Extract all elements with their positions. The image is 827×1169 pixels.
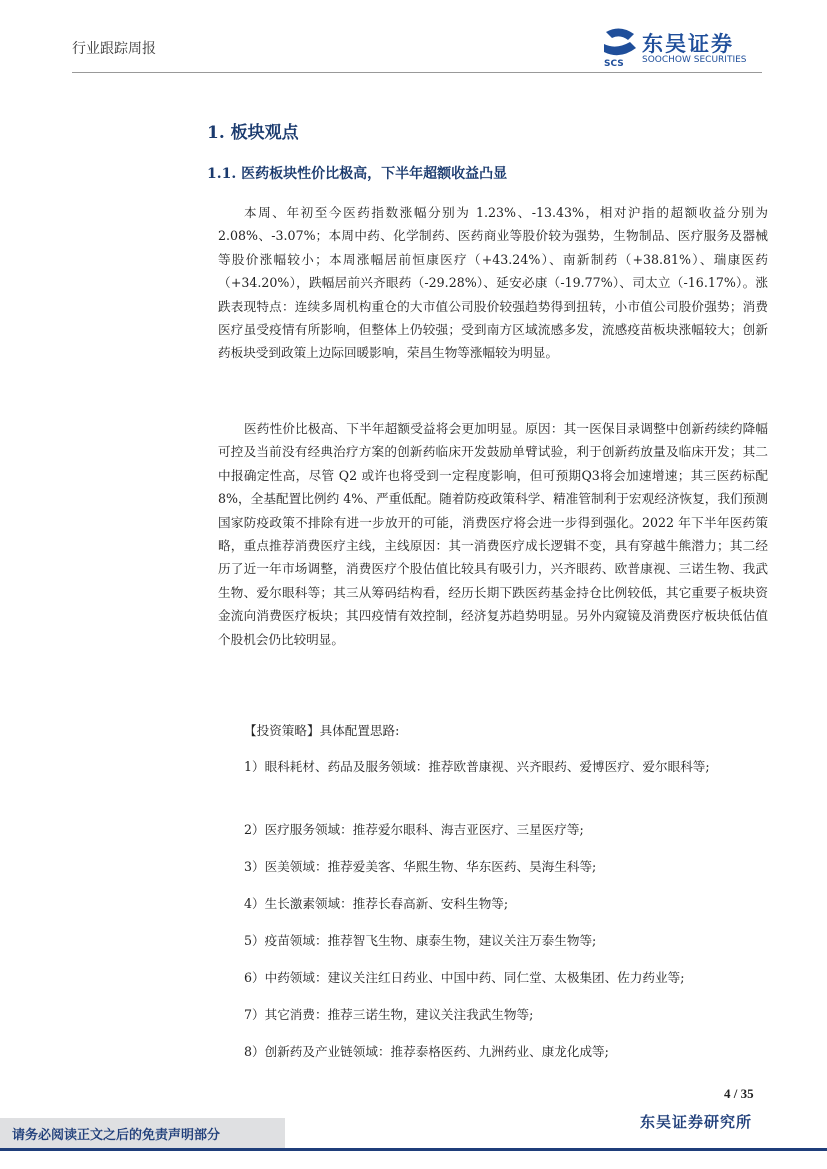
report-category: 行业跟踪周报 (72, 41, 156, 57)
strategy-item: 8）创新药及产业链领域：推荐泰格医药、九洲药业、康龙化成等; (244, 1044, 609, 1059)
paragraph-outlook: 医药性价比极高、下半年超额受益将会更加明显。原因：其一医保目录调整中创新药续约降幅可控及当前没有经典治疗方案的创新药临床开发鼓励单臂试验，利于创新药放量及临床开发；其二中报确定性高，尽管 Q2 或许也将受到一定程度影响，但可预期Q3将会加速增速；其三医药标配 8%，全基配置比例约 4%、严重低配。随着防疫政策科学、精准管制利于宏观经济恢复，我们预测国家防疫政策不排除有进一步放开的可能，消费医疗将会进一步得到强化。2022 年下半年医药策略，重点推荐消费医疗主线，主线原因：其一消费医疗成长逻辑不变，具有穿越牛熊潜力；其二经历了近一年市场调整，消费医疗个股估值比较具有吸引力，兴齐眼药、欧普康视、三诺生物、我武生物、爱尔眼科等；其三从筹码结构看，经历长期下跌医药基金持仓比例较低，其它重要子板块资金流向消费医疗板块；其四疫情有效控制，经济复苏趋势明显。另外内窥镜及消费医疗板块低估值个股机会仍比较明显。 (218, 421, 768, 647)
logo-mark-icon (600, 26, 640, 68)
strategy-item: 2）医疗服务领域：推荐爱尔眼科、海吉亚医疗、三星医疗等; (244, 822, 584, 837)
paragraph-weekly-performance: 本周、年初至今医药指数涨幅分别为 1.23%、-13.43%，相对沪指的超额收益分别为 2.08%、-3.07%；本周中药、化学制药、医药商业等股价较为强势，生物制品、医疗服务及器械等股价涨幅较小；本周涨幅居前恒康医疗（+43.24%）、南新制药（+38.81%）、瑞康医药（+34.20%），跌幅居前兴齐眼药（-29.28%）、延安必康（-19.77%）、司太立（-16.17%）。涨跌表现特点：连续多周机构重仓的大市值公司股价较强趋势得到扭转，小市值公司股价强势；消费医疗虽受疫情有所影响，但整体上仍较强；受到南方区域流感多发，流感疫苗板块涨幅较大；创新药板块受到政策上边际回暖影响，荣昌生物等涨幅较为明显。 (218, 205, 768, 361)
strategy-item: 7）其它消费：推荐三诺生物，建议关注我武生物等; (244, 1007, 534, 1022)
institute-name: 东吴证券研究所 (640, 1113, 753, 1131)
logo-text-en: SOOCHOW SECURITIES (642, 55, 747, 65)
logo-mark-text: SCS (604, 59, 624, 68)
strategy-item: 1）眼科耗材、药品及服务领域：推荐欧普康视、兴齐眼药、爱博医疗、爱尔眼科等; (244, 759, 710, 774)
company-logo (600, 26, 770, 68)
subsection-title: 1.1. 医药板块性价比极高，下半年超额收益凸显 (207, 166, 508, 182)
strategy-item: 6）中药领域：建议关注红日药业、中国中药、同仁堂、太极集团、佐力药业等; (244, 970, 685, 985)
page-number: 4 / 35 (724, 1086, 754, 1101)
strategy-item: 4）生长激素领域：推荐长春高新、安科生物等; (244, 896, 509, 911)
logo-text-cn: 东吴证券 (642, 32, 734, 56)
strategy-intro: 【投资策略】具体配置思路: (244, 723, 400, 738)
section-title: 1. 板块观点 (207, 123, 299, 143)
disclaimer-text: 请务必阅读正文之后的免责声明部分 (12, 1128, 221, 1143)
strategy-item: 5）疫苗领域：推荐智飞生物、康泰生物，建议关注万泰生物等; (244, 933, 597, 948)
strategy-item: 3）医美领域：推荐爱美客、华熙生物、华东医药、昊海生科等; (244, 859, 597, 874)
footer-divider (0, 1148, 827, 1151)
header-divider (72, 72, 762, 73)
